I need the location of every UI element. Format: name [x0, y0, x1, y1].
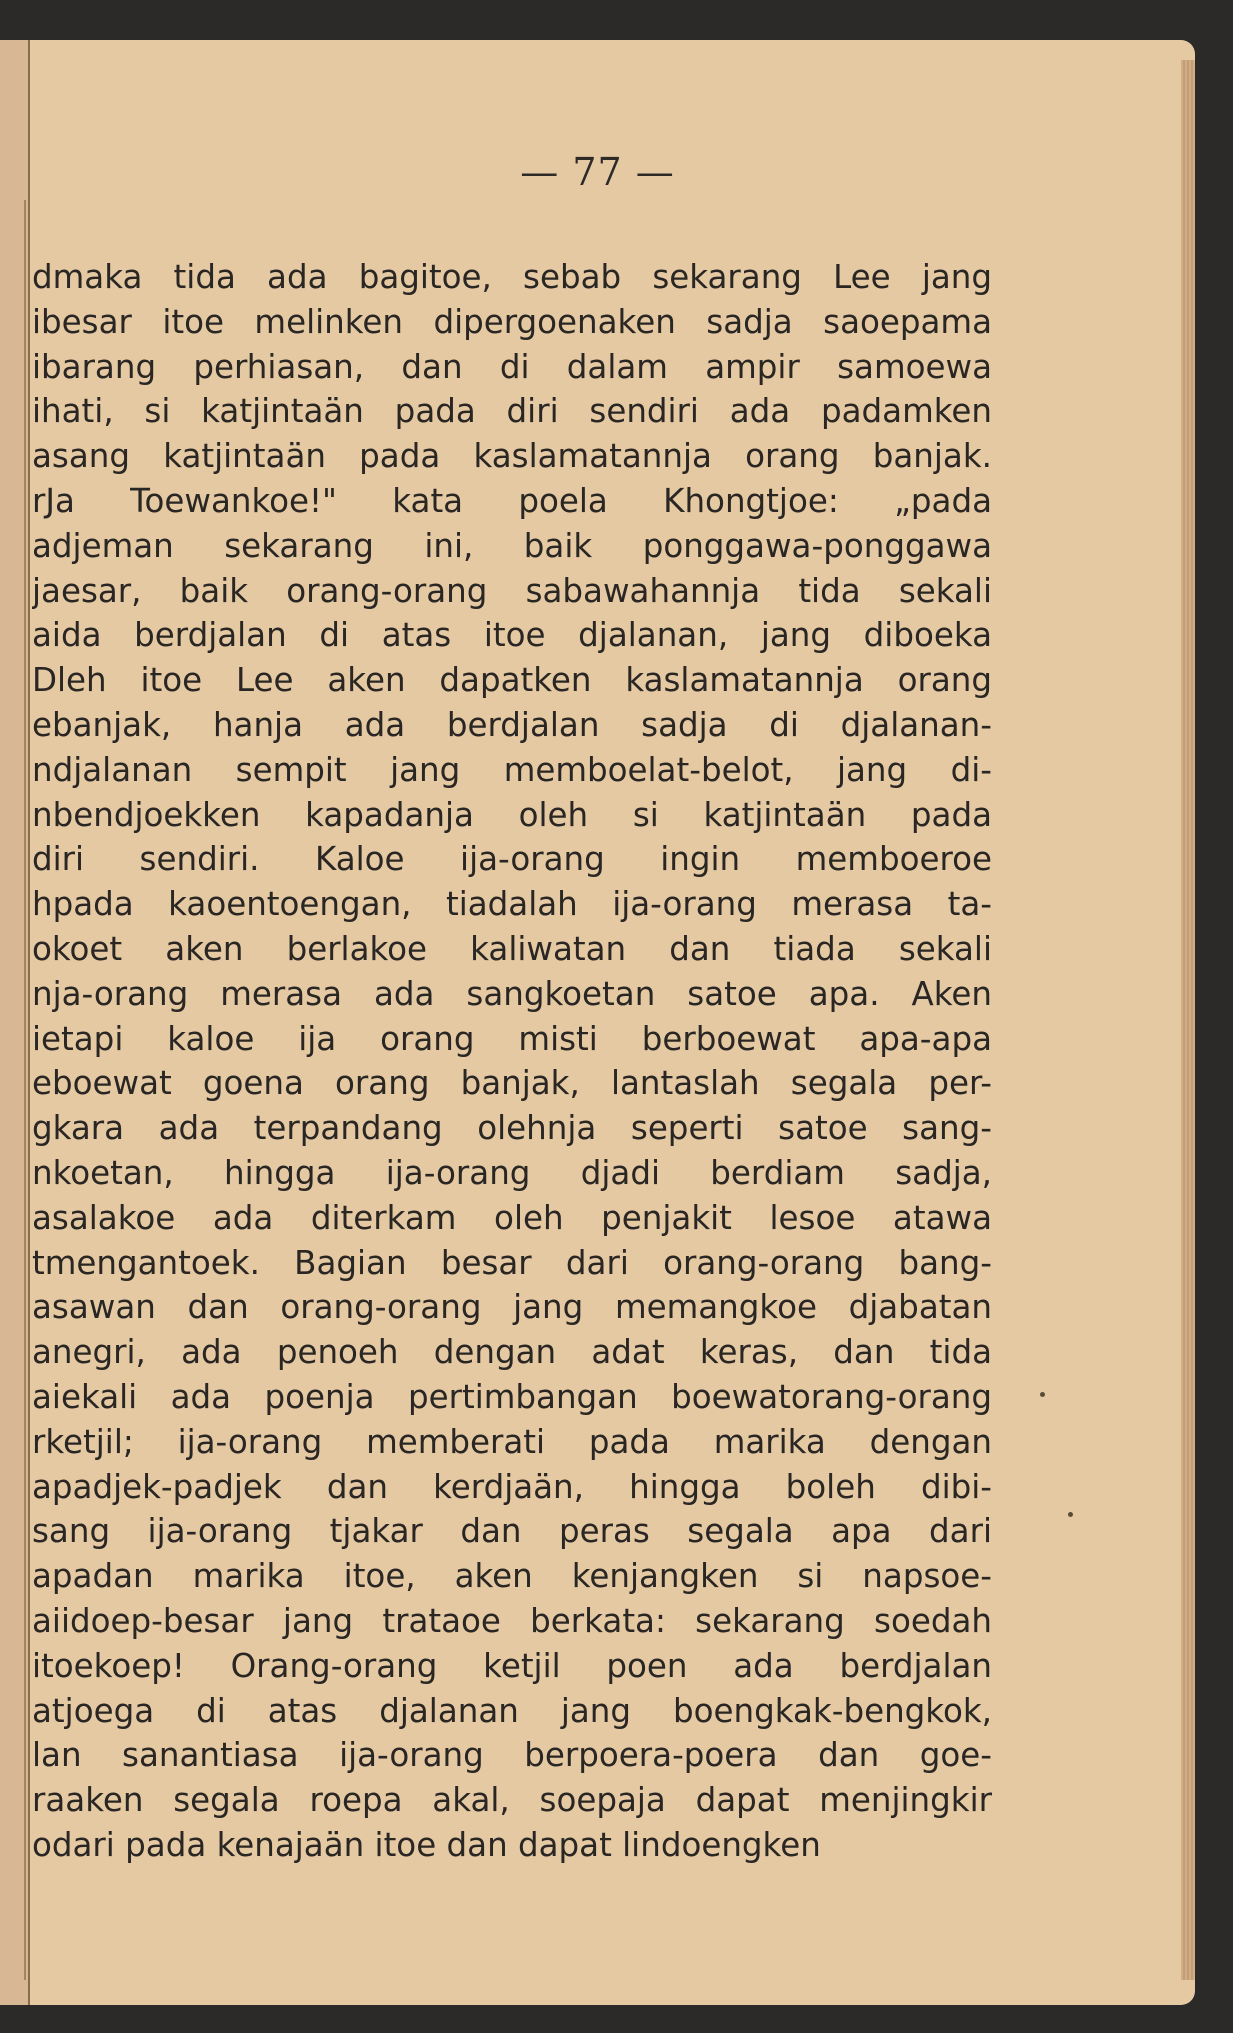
- text-line: ietapi kaloe ija orang misti berboewat apa-apa: [32, 1019, 992, 1058]
- text-line: adjeman sekarang ini, baik ponggawa-ponggawa: [32, 526, 992, 565]
- text-line: dmaka tida ada bagitoe, sebab sekarang Lee jang: [32, 258, 992, 296]
- text-line: hpada kaoentoengan, tiadalah ija-orang merasa ta-: [32, 885, 992, 924]
- text-line: asawan dan orang-orang jang memangkoe djabatan: [32, 1288, 992, 1327]
- text-line: rketjil; ija-orang memberati pada marika dengan: [32, 1422, 992, 1461]
- gutter-line: [24, 200, 26, 1980]
- text-line: atjoega di atas djalanan jang boengkak-bengkok,: [32, 1691, 992, 1730]
- text-line: anegri, ada penoeh dengan adat keras, dan tida: [32, 1333, 992, 1372]
- page-number: — 77 —: [520, 150, 675, 194]
- text-line: apadan marika itoe, aken kenjangken si napsoe-: [32, 1557, 992, 1596]
- text-line: eboewat goena orang banjak, lantaslah segala per-: [32, 1064, 992, 1103]
- text-line: gkara ada terpandang olehnja seperti satoe sang-: [32, 1109, 992, 1148]
- text-line: apadjek-padjek dan kerdjaän, hingga boleh dibi-: [32, 1467, 992, 1506]
- page-edge: [1181, 60, 1195, 1980]
- body-text: [32, 255, 992, 1868]
- text-line: aida berdjalan di atas itoe djalanan, jang diboeka: [32, 616, 992, 655]
- text-line: asang katjintaän pada kaslamatannja orang banjak.: [32, 437, 992, 476]
- text-line: rJa Toewankoe!" kata poela Khongtjoe: „pada: [32, 481, 992, 520]
- text-line: nbendjoekken kapadanja oleh si katjintaän pada: [32, 795, 992, 834]
- text-line: nja-orang merasa ada sangkoetan satoe apa. Aken: [32, 974, 992, 1013]
- text-line: ibarang perhiasan, dan di dalam ampir samoewa: [32, 347, 992, 386]
- text-line: diri sendiri. Kaloe ija-orang ingin memboeroe: [32, 840, 992, 879]
- text-line: jaesar, baik orang-orang sabawahannja tida sekali: [32, 571, 992, 610]
- text-line: aiekali ada poenja pertimbangan boewatorang-orang: [32, 1377, 992, 1416]
- text-line: aiidoep-besar jang trataoe berkata: sekarang soedah: [32, 1601, 992, 1640]
- text-line: odari pada kenajaän itoe dan dapat lindoengken: [32, 1825, 821, 1864]
- text-line: okoet aken berlakoe kaliwatan dan tiada sekali: [32, 929, 992, 968]
- text-line: raaken segala roepa akal, soepaja dapat menjingkir: [32, 1781, 992, 1820]
- text-line: asalakoe ada diterkam oleh penjakit lesoe atawa: [32, 1198, 992, 1237]
- text-line: nkoetan, hingga ija-orang djadi berdiam sadja,: [32, 1153, 992, 1192]
- text-line: ibesar itoe melinken dipergoenaken sadja saoepama: [32, 302, 992, 341]
- text-line: ihati, si katjintaän pada diri sendiri ada padamken: [32, 392, 992, 431]
- paper-speck: [1040, 1392, 1045, 1397]
- text-line: ebanjak, hanja ada berdjalan sadja di djalanan-: [32, 705, 992, 744]
- text-line: tmengantoek. Bagian besar dari orang-orang bang-: [32, 1243, 992, 1282]
- text-line: Dleh itoe Lee aken dapatken kaslamatannja orang: [32, 661, 992, 700]
- paper-speck: [1068, 1512, 1073, 1517]
- text-line: ndjalanan sempit jang memboelat-belot, jang di-: [32, 750, 992, 789]
- text-line: sang ija-orang tjakar dan peras segala apa dari: [32, 1512, 992, 1551]
- text-line: itoekoep! Orang-orang ketjil poen ada berdjalan: [32, 1646, 992, 1685]
- text-line: lan sanantiasa ija-orang berpoera-poera dan goe-: [32, 1736, 992, 1775]
